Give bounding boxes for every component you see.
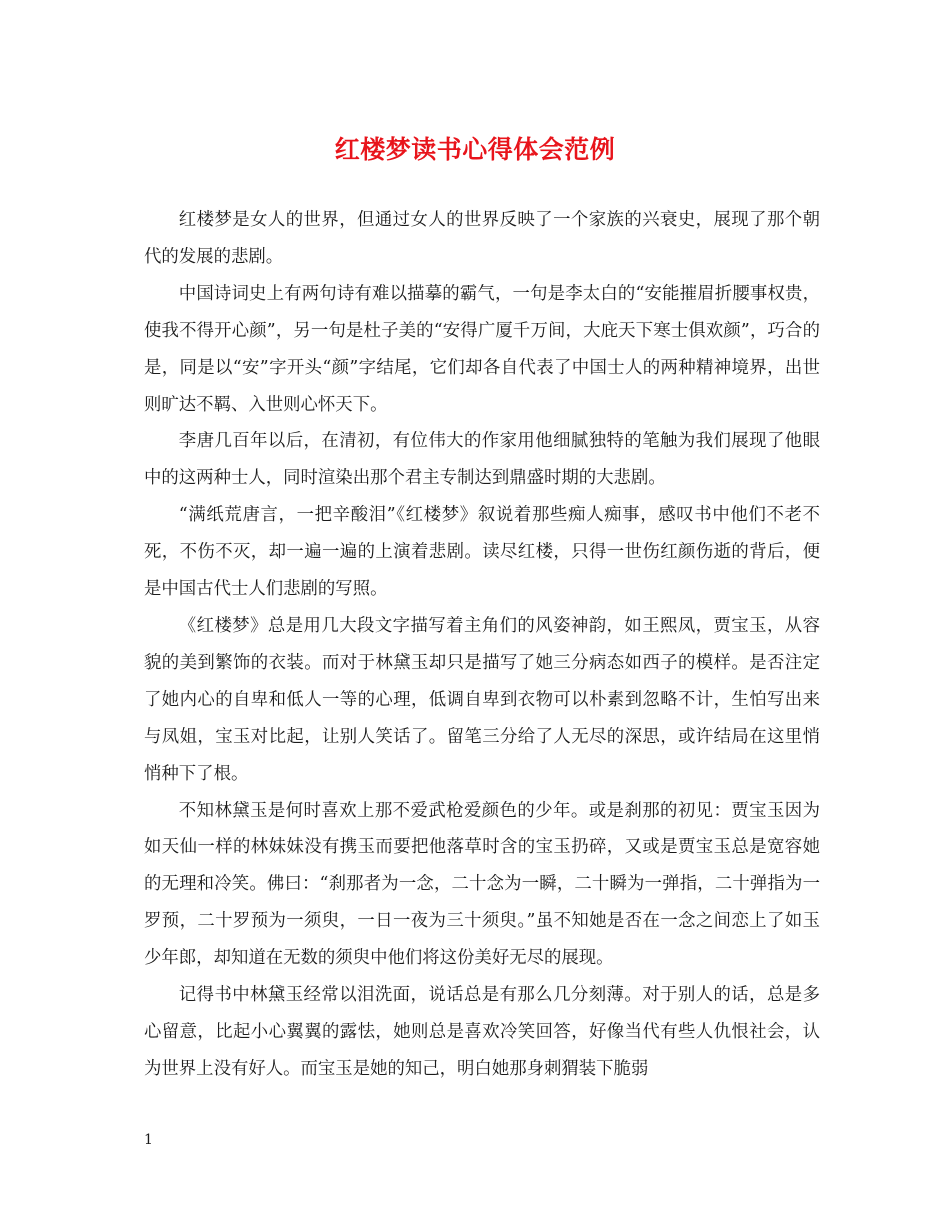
- paragraph: “满纸荒唐言，一把辛酸泪”《红楼梦》叙说着那些痴人痴事，感叹书中他们不老不死，不伤不灭，却一遍一遍的上演着悲剧。读尽红楼，只得一世伤红颜伤逝的背后，便是中国古代士人们悲剧的写照。: [144, 505, 820, 600]
- paragraph: 中国诗词史上有两句诗有难以描摹的霸气，一句是李太白的“安能摧眉折腰事权贵，使我不得开心颜”，另一句是杜子美的“安得广厦千万间，大庇天下寒士俱欢颜”，巧合的是，同是以“安”字开头“颜”字结尾，它们却各自代表了中国士人的两种精神境界，出世则旷达不羁、入世则心怀天下。: [144, 283, 820, 415]
- paragraph: 李唐几百年以后，在清初，有位伟大的作家用他细腻独特的笔触为我们展现了他眼中的这两种士人，同时渲染出那个君主专制达到鼎盛时期的大悲剧。: [144, 431, 820, 489]
- paragraph: 不知林黛玉是何时喜欢上那不爱武枪爱颜色的少年。或是刹那的初见：贾宝玉因为如天仙一样的林妹妹没有携玉而要把他落草时含的宝玉扔碎，又或是贾宝玉总是宽容她的无理和冷笑。佛曰：“刹那者为一念，二十念为一瞬，二十瞬为一弹指，二十弹指为一罗预，二十罗预为一须臾，一日一夜为三十须臾。”虽不知她是否在一念之间恋上了如玉少年郎，却知道在无数的须臾中他们将这份美好无尽的展现。: [144, 800, 820, 969]
- document-body: [144, 202, 820, 1088]
- page-number: 1: [144, 1132, 153, 1148]
- paragraph: 红楼梦是女人的世界，但通过女人的世界反映了一个家族的兴衰史，展现了那个朝代的发展的悲剧。: [144, 210, 820, 267]
- paragraph: 《红楼梦》总是用几大段文字描写着主角们的风姿神韵，如王熙凤，贾宝玉，从容貌的美到繁饰的衣装。而对于林黛玉却只是描写了她三分病态如西子的模样。是否注定了她内心的自卑和低人一等的心理，低调自卑到衣物可以朴素到忽略不计，生怕写出来与凤姐，宝玉对比起，让别人笑话了。留笔三分给了人无尽的深思，或许结局在这里悄悄种下了根。: [144, 615, 820, 784]
- document-title: 红楼梦读书心得体会范例: [334, 135, 616, 164]
- paragraph: 记得书中林黛玉经常以泪洗面，说话总是有那么几分刻薄。对于别人的话，总是多心留意，比起小心翼翼的露怯，她则总是喜欢冷笑回答，好像当代有些人仇恨社会，认为世界上没有好人。而宝玉是她的知己，明白她那身刺猬装下脆弱: [144, 985, 820, 1079]
